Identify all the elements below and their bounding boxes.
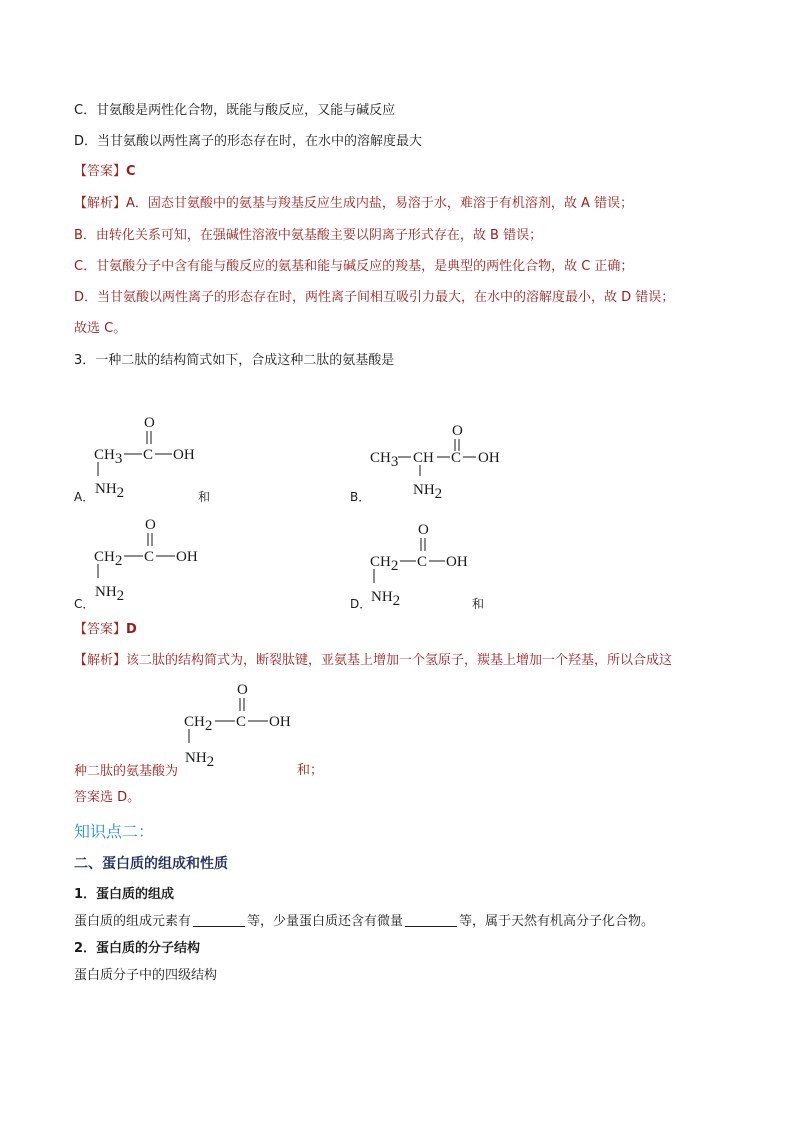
atom-c: C [417, 554, 428, 570]
analysis-q3-conclusion: 答案选 D。 [74, 790, 141, 805]
analysis-q3-and: 和； [297, 763, 324, 778]
analysis-line-b: B．由转化关系可知，在强碱性溶液中氨基酸主要以阴离子形式存在，故 B 错误； [74, 228, 543, 243]
group-nh2: NH2 [95, 584, 125, 604]
group-ch3: CH3 [370, 450, 399, 470]
option-c-previous: C．甘氨酸是两性化合物，既能与酸反应，又能与碱反应 [74, 103, 396, 118]
option-a-and: 和 [198, 490, 211, 504]
answer-value: D [126, 622, 137, 637]
question-3-stem: 3．一种二肽的结构简式如下，合成这种二肽的氨基酸是 [74, 353, 395, 368]
atom-c: C [236, 714, 247, 730]
answer-previous [74, 163, 136, 181]
group-nh2: NH2 [95, 481, 125, 501]
text-part: 等，少量蛋白质还含有微量 [247, 914, 404, 929]
option-a-letter: A． [74, 490, 95, 504]
group-oh: OH [176, 549, 198, 565]
group-ch: CH [413, 450, 434, 466]
atom-c: C [143, 447, 154, 463]
knowledge-point-title: 知识点二： [74, 822, 155, 841]
atom-o: O [237, 682, 248, 698]
atom-o: O [144, 415, 155, 431]
group-ch2: CH2 [184, 714, 213, 734]
text-part: 等，属于天然有机高分子化合物。 [459, 914, 655, 929]
analysis-conclusion: 故选 C。 [74, 321, 127, 336]
section-heading: 二、蛋白质的组成和性质 [74, 856, 228, 872]
analysis-q3-line1 [74, 652, 672, 670]
group-ch2: CH2 [94, 549, 123, 569]
group-nh2: NH2 [371, 589, 401, 609]
analysis-line-d: D．当甘氨酸以两性离子的形态存在时，两性离子间相互吸引力最大，在水中的溶解度最小，故 D 错误； [74, 290, 675, 305]
group-oh: OH [173, 447, 195, 463]
analysis-label: 【解析】 [74, 196, 127, 211]
fill-blank-2[interactable] [405, 913, 457, 927]
analysis-label: 【解析】 [74, 653, 127, 668]
structure-c [92, 515, 222, 605]
subsection-2-text: 蛋白质分子中的四级结构 [74, 968, 218, 983]
option-d-previous: D．当甘氨酸以两性离子的形态存在时，在水中的溶解度最大 [74, 134, 423, 149]
group-nh2: NH2 [413, 482, 443, 502]
atom-o: O [452, 423, 463, 439]
group-oh: OH [269, 714, 291, 730]
group-ch2: CH2 [370, 554, 399, 574]
analysis-q3-line2: 种二肽的氨基酸为 [74, 764, 179, 779]
answer-label: 【答案】 [74, 164, 127, 179]
option-c-letter: C． [74, 597, 95, 611]
subsection-1-text [74, 913, 654, 931]
atom-o: O [145, 517, 156, 533]
subsection-2-title: 2．蛋白质的分子结构 [74, 941, 201, 956]
atom-o: O [418, 522, 429, 538]
answer-label: 【答案】 [74, 622, 127, 637]
option-d-and: 和 [472, 597, 485, 611]
group-nh2: NH2 [185, 750, 215, 770]
structure-a [92, 410, 212, 500]
analysis-line-a [74, 195, 633, 213]
structure-b [368, 418, 518, 508]
analysis-text: 该二肽的结构简式为，断裂肽键，亚氨基上增加一个氢原子，羰基上增加一个羟基，所以合成这 [126, 653, 673, 668]
fill-blank-1[interactable] [193, 913, 245, 927]
group-oh: OH [446, 554, 468, 570]
structure-d [368, 520, 498, 610]
atom-c: C [451, 450, 462, 466]
option-d-letter: D． [350, 597, 372, 611]
atom-c: C [144, 549, 155, 565]
group-oh: OH [478, 450, 500, 466]
answer-q3 [74, 621, 137, 639]
subsection-1-title: 1．蛋白质的组成 [74, 887, 175, 902]
analysis-text-a: A．固态甘氨酸中的氨基与羧基反应生成内盐，易溶于水，难溶于有机溶剂，故 A 错误； [126, 196, 634, 211]
analysis-line-c: C．甘氨酸分子中含有能与酸反应的氨基和能与碱反应的羧基，是典型的两性化合物，故 C 正确； [74, 259, 634, 274]
structure-analysis [182, 680, 312, 770]
option-b-letter: B． [350, 490, 371, 504]
text-part: 蛋白质的组成元素有 [74, 914, 192, 929]
answer-value: C [126, 164, 136, 179]
group-ch3: CH3 [94, 447, 123, 467]
